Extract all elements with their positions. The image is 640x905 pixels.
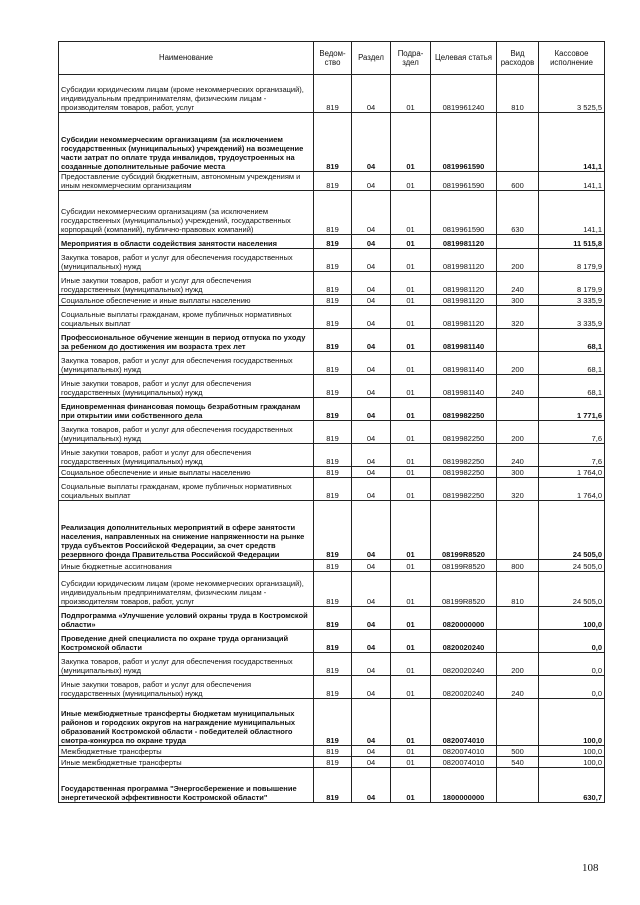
cell-section: 04 [352, 572, 391, 607]
cell-cash-execution: 8 179,9 [539, 249, 605, 272]
table-row [59, 295, 605, 306]
cell-expense-type: 240 [497, 444, 539, 467]
budget-execution-table [58, 41, 605, 803]
table-row [59, 375, 605, 398]
cell-department: 819 [314, 478, 352, 501]
cell-target-article: 0820074010 [431, 757, 497, 768]
cell-target-article: 08199R8520 [431, 501, 497, 560]
header-section: Раздел [352, 42, 391, 75]
cell-department: 819 [314, 295, 352, 306]
cell-subsection: 01 [391, 249, 431, 272]
cell-target-article: 0819981140 [431, 329, 497, 352]
cell-target-article: 0819981120 [431, 306, 497, 329]
cell-target-article: 0819982250 [431, 398, 497, 421]
cell-department: 819 [314, 113, 352, 172]
cell-cash-execution: 3 525,5 [539, 75, 605, 113]
cell-expense-type: 320 [497, 306, 539, 329]
table-row [59, 272, 605, 295]
table-row [59, 501, 605, 560]
cell-expense-type: 540 [497, 757, 539, 768]
cell-department: 819 [314, 191, 352, 235]
table-header [59, 42, 605, 75]
cell-department: 819 [314, 630, 352, 653]
table-row [59, 478, 605, 501]
table-row [59, 444, 605, 467]
cell-expense-type: 800 [497, 560, 539, 572]
cell-target-article: 0819982250 [431, 467, 497, 478]
cell-subsection: 01 [391, 653, 431, 676]
cell-section: 04 [352, 75, 391, 113]
cell-department: 819 [314, 249, 352, 272]
cell-expense-type [497, 235, 539, 249]
cell-name: Субсидии юридическим лицам (кроме некоммерческих организаций), индивидуальным предпринимателям, физическим лицам - производителям товаров, работ, услуг [59, 75, 314, 113]
header-expense-type: Вид расходов [497, 42, 539, 75]
cell-department: 819 [314, 398, 352, 421]
cell-cash-execution: 68,1 [539, 352, 605, 375]
cell-section: 04 [352, 375, 391, 398]
cell-section: 04 [352, 329, 391, 352]
table-row [59, 352, 605, 375]
cell-subsection: 01 [391, 352, 431, 375]
header-row [59, 42, 605, 75]
cell-expense-type: 200 [497, 352, 539, 375]
table-row [59, 699, 605, 746]
cell-expense-type [497, 607, 539, 630]
cell-subsection: 01 [391, 375, 431, 398]
cell-cash-execution: 68,1 [539, 375, 605, 398]
cell-target-article: 0820020240 [431, 676, 497, 699]
cell-expense-type: 630 [497, 191, 539, 235]
cell-cash-execution: 11 515,8 [539, 235, 605, 249]
table-row [59, 113, 605, 172]
cell-department: 819 [314, 572, 352, 607]
header-cash-execution: Кассовое исполнение [539, 42, 605, 75]
cell-name: Единовременная финансовая помощь безработным гражданам при открытии ими собственного дела [59, 398, 314, 421]
cell-cash-execution: 24 505,0 [539, 560, 605, 572]
cell-subsection: 01 [391, 699, 431, 746]
cell-name: Иные закупки товаров, работ и услуг для обеспечения государственных (муниципальных) нужд [59, 444, 314, 467]
cell-name: Иные межбюджетные трансферты бюджетам муниципальных районов и городских округов на награждение муниципальных образований Костромской области - победителей областного смотра-конкурса по охране труда [59, 699, 314, 746]
cell-expense-type [497, 113, 539, 172]
cell-section: 04 [352, 352, 391, 375]
cell-department: 819 [314, 699, 352, 746]
cell-department: 819 [314, 375, 352, 398]
cell-subsection: 01 [391, 630, 431, 653]
cell-expense-type: 200 [497, 421, 539, 444]
cell-name: Субсидии юридическим лицам (кроме некоммерческих организаций), индивидуальным предпринимателям, физическим лицам - производителям товаров, работ, услуг [59, 572, 314, 607]
cell-section: 04 [352, 630, 391, 653]
cell-expense-type [497, 501, 539, 560]
cell-department: 819 [314, 768, 352, 803]
cell-name: Предоставление субсидий бюджетным, автономным учреждениям и иным некоммерческим организациям [59, 172, 314, 191]
table-row [59, 249, 605, 272]
cell-cash-execution: 1 764,0 [539, 467, 605, 478]
cell-expense-type: 200 [497, 249, 539, 272]
cell-section: 04 [352, 172, 391, 191]
cell-subsection: 01 [391, 757, 431, 768]
header-subsection: Подра-здел [391, 42, 431, 75]
cell-section: 04 [352, 421, 391, 444]
cell-section: 04 [352, 249, 391, 272]
cell-section: 04 [352, 444, 391, 467]
cell-section: 04 [352, 676, 391, 699]
cell-target-article: 0819982250 [431, 444, 497, 467]
cell-cash-execution: 3 335,9 [539, 306, 605, 329]
cell-cash-execution: 3 335,9 [539, 295, 605, 306]
cell-cash-execution: 141,1 [539, 191, 605, 235]
cell-expense-type [497, 329, 539, 352]
cell-department: 819 [314, 444, 352, 467]
table-row [59, 467, 605, 478]
cell-cash-execution: 100,0 [539, 757, 605, 768]
cell-cash-execution: 7,6 [539, 444, 605, 467]
cell-expense-type: 810 [497, 572, 539, 607]
cell-name: Мероприятия в области содействия занятости населения [59, 235, 314, 249]
cell-cash-execution: 1 771,6 [539, 398, 605, 421]
cell-target-article: 0819981120 [431, 249, 497, 272]
cell-cash-execution: 24 505,0 [539, 501, 605, 560]
cell-name: Субсидии некоммерческим организациям (за исключением государственных (муниципальных) учреждений, государственных корпораций (компаний), публично-правовых компаний) [59, 191, 314, 235]
cell-department: 819 [314, 75, 352, 113]
cell-target-article: 0819981120 [431, 295, 497, 306]
cell-cash-execution: 0,0 [539, 653, 605, 676]
cell-target-article: 0820000000 [431, 607, 497, 630]
cell-subsection: 01 [391, 191, 431, 235]
page-number: 108 [582, 862, 599, 874]
cell-target-article: 0819981140 [431, 375, 497, 398]
cell-name: Профессиональное обучение женщин в период отпуска по уходу за ребенком до достижения им возраста трех лет [59, 329, 314, 352]
cell-expense-type [497, 398, 539, 421]
table-row [59, 572, 605, 607]
cell-target-article: 0819961590 [431, 172, 497, 191]
cell-name: Закупка товаров, работ и услуг для обеспечения государственных (муниципальных) нужд [59, 421, 314, 444]
cell-section: 04 [352, 235, 391, 249]
cell-section: 04 [352, 306, 391, 329]
cell-section: 04 [352, 113, 391, 172]
cell-target-article: 0819982250 [431, 421, 497, 444]
cell-subsection: 01 [391, 768, 431, 803]
cell-section: 04 [352, 768, 391, 803]
cell-expense-type: 240 [497, 272, 539, 295]
cell-name: Закупка товаров, работ и услуг для обеспечения государственных (муниципальных) нужд [59, 653, 314, 676]
table-row [59, 398, 605, 421]
cell-target-article: 0820020240 [431, 653, 497, 676]
cell-name: Иные закупки товаров, работ и услуг для обеспечения государственных (муниципальных) нужд [59, 272, 314, 295]
cell-name: Социальные выплаты гражданам, кроме публичных нормативных социальных выплат [59, 306, 314, 329]
cell-name: Социальное обеспечение и иные выплаты населению [59, 467, 314, 478]
cell-cash-execution: 0,0 [539, 676, 605, 699]
cell-subsection: 01 [391, 444, 431, 467]
cell-section: 04 [352, 560, 391, 572]
table-row [59, 172, 605, 191]
cell-cash-execution: 24 505,0 [539, 572, 605, 607]
cell-name: Субсидии некоммерческим организациям (за исключением государственных (муниципальных) учреждений) на возмещение части затрат по оплате труда инвалидов, трудоустроенных на созданные дополнительные рабочие места [59, 113, 314, 172]
cell-target-article: 0819961240 [431, 75, 497, 113]
cell-department: 819 [314, 501, 352, 560]
cell-cash-execution: 0,0 [539, 630, 605, 653]
header-target-article: Целевая статья [431, 42, 497, 75]
cell-target-article: 0819982250 [431, 478, 497, 501]
cell-subsection: 01 [391, 572, 431, 607]
cell-department: 819 [314, 172, 352, 191]
cell-expense-type: 300 [497, 295, 539, 306]
cell-subsection: 01 [391, 172, 431, 191]
cell-section: 04 [352, 191, 391, 235]
cell-cash-execution: 141,1 [539, 113, 605, 172]
cell-subsection: 01 [391, 501, 431, 560]
cell-name: Иные закупки товаров, работ и услуг для обеспечения государственных (муниципальных) нужд [59, 676, 314, 699]
cell-name: Подпрограмма «Улучшение условий охраны труда в Костромской области» [59, 607, 314, 630]
cell-cash-execution: 630,7 [539, 768, 605, 803]
cell-department: 819 [314, 235, 352, 249]
cell-department: 819 [314, 329, 352, 352]
cell-name: Проведение дней специалиста по охране труда организаций Костромской области [59, 630, 314, 653]
cell-cash-execution: 68,1 [539, 329, 605, 352]
cell-name: Межбюджетные трансферты [59, 746, 314, 757]
cell-name: Иные межбюджетные трансферты [59, 757, 314, 768]
cell-target-article: 0819981120 [431, 272, 497, 295]
cell-target-article: 08199R8520 [431, 572, 497, 607]
cell-subsection: 01 [391, 306, 431, 329]
cell-department: 819 [314, 467, 352, 478]
cell-cash-execution: 141,1 [539, 172, 605, 191]
table-row [59, 560, 605, 572]
table-row [59, 757, 605, 768]
cell-subsection: 01 [391, 421, 431, 444]
cell-department: 819 [314, 352, 352, 375]
cell-subsection: 01 [391, 75, 431, 113]
cell-cash-execution: 100,0 [539, 699, 605, 746]
cell-department: 819 [314, 421, 352, 444]
cell-subsection: 01 [391, 272, 431, 295]
cell-subsection: 01 [391, 113, 431, 172]
cell-subsection: 01 [391, 478, 431, 501]
table-row [59, 653, 605, 676]
table-row [59, 746, 605, 757]
table-row [59, 607, 605, 630]
cell-subsection: 01 [391, 607, 431, 630]
cell-name: Государственная программа "Энергосбережение и повышение энергетической эффективности Костромской области" [59, 768, 314, 803]
cell-expense-type: 240 [497, 676, 539, 699]
cell-expense-type: 300 [497, 467, 539, 478]
cell-target-article: 0819981120 [431, 235, 497, 249]
cell-subsection: 01 [391, 235, 431, 249]
table-row [59, 329, 605, 352]
cell-section: 04 [352, 398, 391, 421]
cell-target-article: 0820020240 [431, 630, 497, 653]
cell-expense-type: 200 [497, 653, 539, 676]
cell-section: 04 [352, 295, 391, 306]
cell-name: Социальные выплаты гражданам, кроме публичных нормативных социальных выплат [59, 478, 314, 501]
cell-cash-execution: 100,0 [539, 607, 605, 630]
cell-subsection: 01 [391, 676, 431, 699]
cell-expense-type [497, 630, 539, 653]
header-name: Наименование [59, 42, 314, 75]
cell-expense-type: 810 [497, 75, 539, 113]
cell-department: 819 [314, 757, 352, 768]
table-row [59, 768, 605, 803]
cell-subsection: 01 [391, 746, 431, 757]
cell-cash-execution: 100,0 [539, 746, 605, 757]
cell-name: Социальное обеспечение и иные выплаты населению [59, 295, 314, 306]
cell-subsection: 01 [391, 560, 431, 572]
cell-target-article: 0819981140 [431, 352, 497, 375]
table-body [59, 75, 605, 803]
cell-subsection: 01 [391, 398, 431, 421]
cell-department: 819 [314, 272, 352, 295]
cell-target-article: 0820074010 [431, 699, 497, 746]
cell-expense-type: 600 [497, 172, 539, 191]
table-row [59, 191, 605, 235]
cell-name: Реализация дополнительных мероприятий в сфере занятости населения, направленных на снижение напряженности на рынке труда субъектов Российской Федерации, за счет средств резервного фонда Правительства Российской Федерации [59, 501, 314, 560]
cell-expense-type: 500 [497, 746, 539, 757]
table-row [59, 75, 605, 113]
cell-expense-type: 240 [497, 375, 539, 398]
cell-section: 04 [352, 653, 391, 676]
header-department: Ведом-ство [314, 42, 352, 75]
cell-expense-type [497, 699, 539, 746]
cell-expense-type: 320 [497, 478, 539, 501]
cell-section: 04 [352, 746, 391, 757]
cell-expense-type [497, 768, 539, 803]
cell-department: 819 [314, 306, 352, 329]
table-row [59, 306, 605, 329]
cell-cash-execution: 1 764,0 [539, 478, 605, 501]
cell-cash-execution: 7,6 [539, 421, 605, 444]
cell-name: Иные закупки товаров, работ и услуг для обеспечения государственных (муниципальных) нужд [59, 375, 314, 398]
cell-cash-execution: 8 179,9 [539, 272, 605, 295]
cell-target-article: 0820074010 [431, 746, 497, 757]
cell-subsection: 01 [391, 295, 431, 306]
table-row [59, 235, 605, 249]
cell-department: 819 [314, 676, 352, 699]
cell-department: 819 [314, 560, 352, 572]
cell-target-article: 0819961590 [431, 113, 497, 172]
cell-section: 04 [352, 757, 391, 768]
table-row [59, 421, 605, 444]
cell-section: 04 [352, 467, 391, 478]
table-row [59, 630, 605, 653]
cell-section: 04 [352, 699, 391, 746]
cell-name: Иные бюджетные ассигнования [59, 560, 314, 572]
cell-target-article: 0819961590 [431, 191, 497, 235]
table-row [59, 676, 605, 699]
cell-department: 819 [314, 653, 352, 676]
cell-section: 04 [352, 607, 391, 630]
cell-section: 04 [352, 272, 391, 295]
cell-subsection: 01 [391, 329, 431, 352]
cell-section: 04 [352, 501, 391, 560]
cell-department: 819 [314, 746, 352, 757]
cell-target-article: 1800000000 [431, 768, 497, 803]
cell-name: Закупка товаров, работ и услуг для обеспечения государственных (муниципальных) нужд [59, 352, 314, 375]
cell-name: Закупка товаров, работ и услуг для обеспечения государственных (муниципальных) нужд [59, 249, 314, 272]
cell-department: 819 [314, 607, 352, 630]
cell-section: 04 [352, 478, 391, 501]
cell-subsection: 01 [391, 467, 431, 478]
cell-target-article: 08199R8520 [431, 560, 497, 572]
